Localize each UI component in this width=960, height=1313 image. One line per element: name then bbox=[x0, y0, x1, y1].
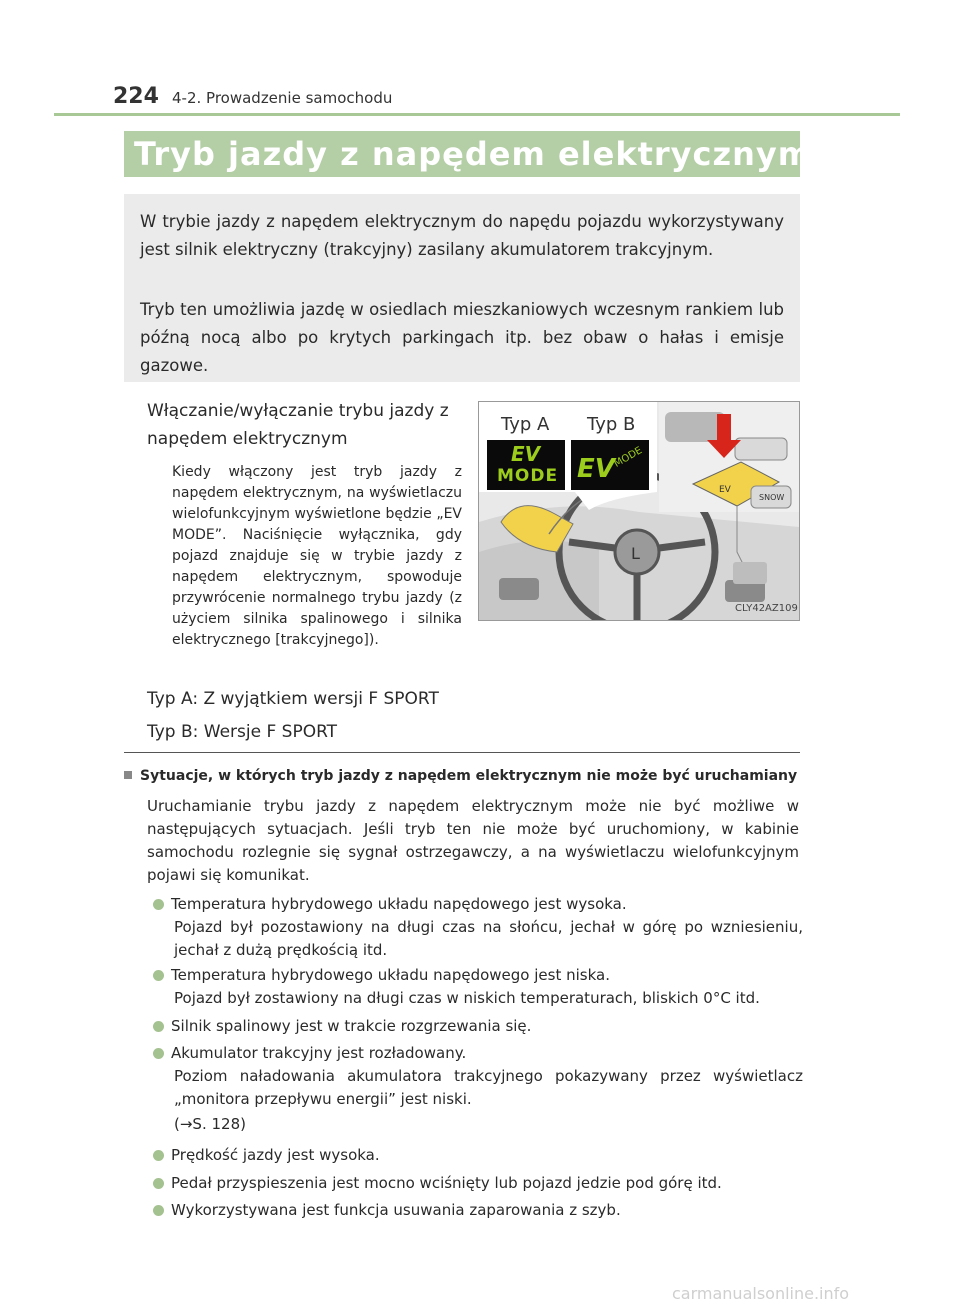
bullet-dot-icon bbox=[153, 1205, 164, 1216]
list-item bbox=[153, 1042, 803, 1111]
ev-text-type-a: EV bbox=[511, 442, 541, 466]
bullet-dot-icon bbox=[153, 970, 164, 981]
bullet-dot-icon bbox=[153, 1150, 164, 1161]
bullet-dot-icon bbox=[153, 1178, 164, 1189]
page-number: 224 bbox=[113, 84, 159, 109]
figure-label-type-b: Typ B bbox=[587, 414, 636, 435]
section-title-band bbox=[124, 131, 813, 177]
intro-paragraph-1: W trybie jazdy z napędem elektrycznym do napędu pojazdu wykorzystywany jest silnik elektryczny (trakcyjny) zasilany akumulatorem trakcyjnym. bbox=[140, 212, 784, 259]
bullet-title: Silnik spalinowy jest w trakcie rozgrzewania się. bbox=[171, 1017, 532, 1035]
bullet-title: Wykorzystywana jest funkcja usuwania zaparowania z szyb. bbox=[171, 1201, 621, 1219]
intro-paragraph-2: Tryb ten umożliwia jazdę w osiedlach mieszkaniowych wczesnym rankiem lub późną nocą albo po krytych parkingach itp. bez obaw o hałas i emisje gazowe. bbox=[140, 300, 784, 375]
switch-heading: Włączanie/wyłączanie trybu jazdy z napędem elektrycznym bbox=[147, 401, 449, 449]
svg-text:EV: EV bbox=[719, 485, 731, 495]
list-item bbox=[153, 893, 803, 962]
bullet-title: Pedał przyspieszenia jest mocno wciśnięty lub pojazd jedzie pod górę itd. bbox=[171, 1174, 722, 1192]
situations-heading-text: Sytuacje, w których tryb jazdy z napędem elektrycznym nie może być uruchamiany bbox=[140, 768, 798, 784]
chapter-title: 4-2. Prowadzenie samochodu bbox=[172, 89, 393, 107]
list-item bbox=[153, 1172, 803, 1195]
ev-switch-illustration bbox=[478, 401, 800, 621]
list-item bbox=[153, 1015, 803, 1038]
square-bullet-icon bbox=[124, 771, 132, 779]
bullet-detail: Pojazd był pozostawiony na długi czas na słońcu, jechał w górę po wzniesieniu, jechał z dużą prędkością itd. bbox=[174, 918, 803, 959]
ev-text-type-b: EV bbox=[577, 454, 615, 484]
bullet-title: Akumulator trakcyjny jest rozładowany. bbox=[171, 1044, 467, 1062]
situations-intro: Uruchamianie trybu jazdy z napędem elektrycznym może nie być możliwe w następujących sytuacjach. Jeśli tryb ten nie może być uruchomiony, w kabinie samochodu rozlegnie się sygnał ostrzegawczy, a na wyświetlaczu wielofunkcyjnym pojawi się komunikat. bbox=[147, 797, 799, 884]
bullet-dot-icon bbox=[153, 1021, 164, 1032]
bullet-detail: Pojazd był zostawiony na długi czas w niskich temperaturach, bliskich 0°C itd. bbox=[174, 989, 760, 1007]
bullet-dot-icon bbox=[153, 1048, 164, 1059]
bullet-dot-icon bbox=[153, 899, 164, 910]
figure-code: CLY42AZ109 bbox=[735, 603, 798, 614]
intro-box bbox=[124, 194, 800, 382]
svg-text:L: L bbox=[631, 544, 640, 563]
figure-label-type-a: Typ A bbox=[501, 414, 550, 435]
mode-text-type-a: MODE bbox=[497, 466, 559, 486]
type-b-note: Typ B: Wersje F SPORT bbox=[147, 722, 338, 742]
page-title: Tryb jazdy z napędem elektrycznym bbox=[134, 135, 813, 173]
section-divider bbox=[124, 752, 800, 753]
type-a-note: Typ A: Z wyjątkiem wersji F SPORT bbox=[147, 689, 439, 709]
bullet-title: Temperatura hybrydowego układu napędowego jest niska. bbox=[171, 966, 610, 984]
bullet-title: Prędkość jazdy jest wysoka. bbox=[171, 1146, 380, 1164]
mode-text-type-b: MODE bbox=[612, 445, 645, 470]
header-rule bbox=[54, 113, 900, 116]
list-item bbox=[153, 964, 803, 1010]
bullet-title: Temperatura hybrydowego układu napędowego jest wysoka. bbox=[171, 895, 627, 913]
list-item bbox=[153, 1199, 803, 1222]
bullet-detail: Poziom naładowania akumulatora trakcyjnego pokazywany przez wyświetlacz „monitora przepływu energii” jest niski. bbox=[174, 1067, 803, 1108]
svg-text:SNOW: SNOW bbox=[759, 493, 785, 502]
list-item bbox=[153, 1144, 803, 1167]
watermark: carmanualsonline.info bbox=[672, 1284, 850, 1303]
page-reference[interactable]: (→S. 128) bbox=[174, 1115, 246, 1133]
switch-description: Kiedy włączony jest tryb jazdy z napędem elektrycznym, na wyświetlaczu wielofunkcyjnym wyświetlone będzie „EV MODE”. Naciśnięcie wyłącznika, gdy pojazd znajduje się w trybie jazdy z napędem elektrycznym, spowoduje przywrócenie normalnego trybu jazdy (z użyciem silnika spalinowego i silnika elektrycznego [trakcyjnego]). bbox=[172, 464, 462, 648]
situations-heading bbox=[124, 768, 804, 784]
